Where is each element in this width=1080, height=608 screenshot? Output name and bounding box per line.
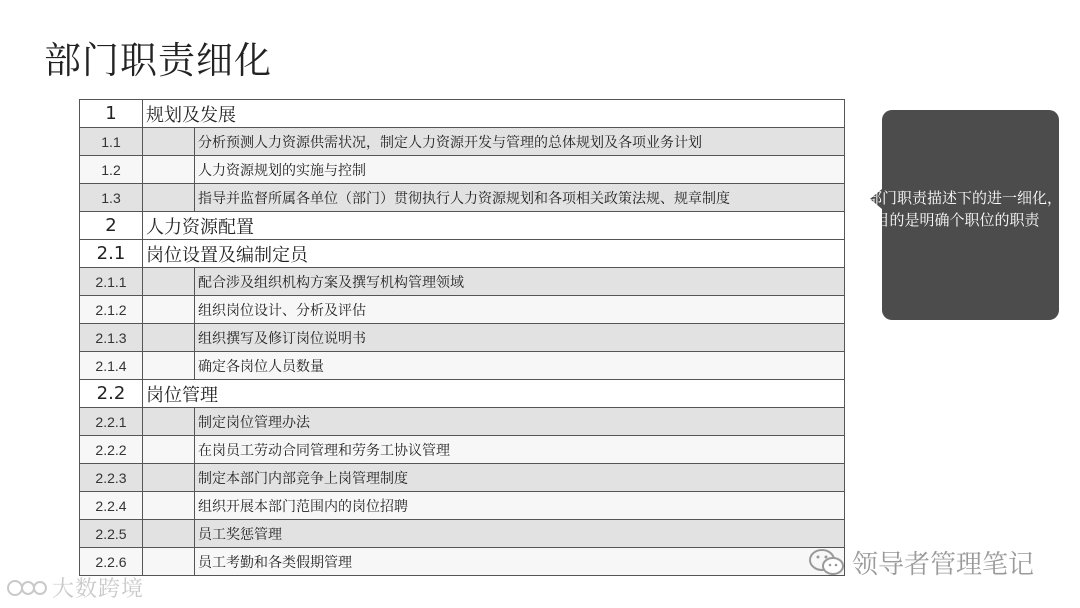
item-row bbox=[80, 268, 845, 296]
item-number: 2.1.2 bbox=[80, 296, 143, 324]
item-row bbox=[80, 436, 845, 464]
item-number: 2.2.1 bbox=[80, 408, 143, 436]
item-blank-cell bbox=[143, 436, 195, 464]
item-row bbox=[80, 128, 845, 156]
duty-table bbox=[79, 99, 845, 576]
item-description: 组织开展本部门范围内的岗位招聘 bbox=[195, 492, 845, 520]
item-description: 组织撰写及修订岗位说明书 bbox=[195, 324, 845, 352]
item-description: 在岗员工劳动合同管理和劳务工协议管理 bbox=[195, 436, 845, 464]
item-number: 2.2.6 bbox=[80, 548, 143, 576]
item-number: 2.2.5 bbox=[80, 520, 143, 548]
item-blank-cell bbox=[143, 128, 195, 156]
item-row bbox=[80, 520, 845, 548]
section-row bbox=[80, 240, 845, 268]
item-row bbox=[80, 408, 845, 436]
watermark-right bbox=[808, 544, 1034, 581]
item-blank-cell bbox=[143, 184, 195, 212]
item-blank-cell bbox=[143, 548, 195, 576]
watermark-left-text: 大数跨境 bbox=[52, 577, 145, 602]
section-row bbox=[80, 380, 845, 408]
section-title: 岗位管理 bbox=[143, 380, 845, 408]
section-number: 1 bbox=[80, 100, 143, 128]
item-row bbox=[80, 184, 845, 212]
section-title: 岗位设置及编制定员 bbox=[143, 240, 845, 268]
item-blank-cell bbox=[143, 156, 195, 184]
item-number: 2.2.3 bbox=[80, 464, 143, 492]
item-description: 人力资源规划的实施与控制 bbox=[195, 156, 845, 184]
item-number: 2.1.4 bbox=[80, 352, 143, 380]
item-blank-cell bbox=[143, 324, 195, 352]
section-row bbox=[80, 100, 845, 128]
item-description: 员工考勤和各类假期管理 bbox=[195, 548, 845, 576]
page-title: 部门职责细化 bbox=[44, 39, 272, 82]
item-number: 1.1 bbox=[80, 128, 143, 156]
item-row bbox=[80, 352, 845, 380]
item-description: 分析预测人力资源供需状况，制定人力资源开发与管理的总体规划及各项业务计划 bbox=[195, 128, 845, 156]
item-number: 2.2.2 bbox=[80, 436, 143, 464]
watermark-right-text: 领导者管理笔记 bbox=[852, 550, 1035, 580]
item-row bbox=[80, 548, 845, 576]
callout-text: 在部门职责描述下的进一细化，目的是明确个职位的职责 bbox=[852, 189, 1063, 229]
item-description: 员工奖惩管理 bbox=[195, 520, 845, 548]
item-row bbox=[80, 296, 845, 324]
item-description: 指导并监督所属各单位（部门）贯彻执行人力资源规划和各项相关政策法规、规章制度 bbox=[195, 184, 845, 212]
item-blank-cell bbox=[143, 520, 195, 548]
wechat-icon bbox=[808, 548, 846, 578]
item-number: 2.2.4 bbox=[80, 492, 143, 520]
item-description: 确定各岗位人员数量 bbox=[195, 352, 845, 380]
item-description: 配合涉及组织机构方案及撰写机构管理领域 bbox=[195, 268, 845, 296]
section-number: 2.1 bbox=[80, 240, 143, 268]
item-description: 制定岗位管理办法 bbox=[195, 408, 845, 436]
duty-table-body bbox=[80, 100, 845, 576]
item-description: 组织岗位设计、分析及评估 bbox=[195, 296, 845, 324]
item-number: 2.1.3 bbox=[80, 324, 143, 352]
item-row bbox=[80, 156, 845, 184]
section-number: 2.2 bbox=[80, 380, 143, 408]
item-description: 制定本部门内部竞争上岗管理制度 bbox=[195, 464, 845, 492]
callout-box bbox=[852, 110, 1063, 320]
item-row bbox=[80, 324, 845, 352]
section-number: 2 bbox=[80, 212, 143, 240]
item-number: 1.2 bbox=[80, 156, 143, 184]
item-blank-cell bbox=[143, 464, 195, 492]
item-number: 1.3 bbox=[80, 184, 143, 212]
watermark-left bbox=[6, 572, 144, 603]
item-blank-cell bbox=[143, 296, 195, 324]
item-blank-cell bbox=[143, 268, 195, 296]
item-blank-cell bbox=[143, 352, 195, 380]
smiley-logo-icon bbox=[6, 576, 48, 600]
section-row bbox=[80, 212, 845, 240]
section-title: 规划及发展 bbox=[143, 100, 845, 128]
item-blank-cell bbox=[143, 408, 195, 436]
item-number: 2.1.1 bbox=[80, 268, 143, 296]
item-blank-cell bbox=[143, 492, 195, 520]
item-row bbox=[80, 464, 845, 492]
section-title: 人力资源配置 bbox=[143, 212, 845, 240]
item-row bbox=[80, 492, 845, 520]
